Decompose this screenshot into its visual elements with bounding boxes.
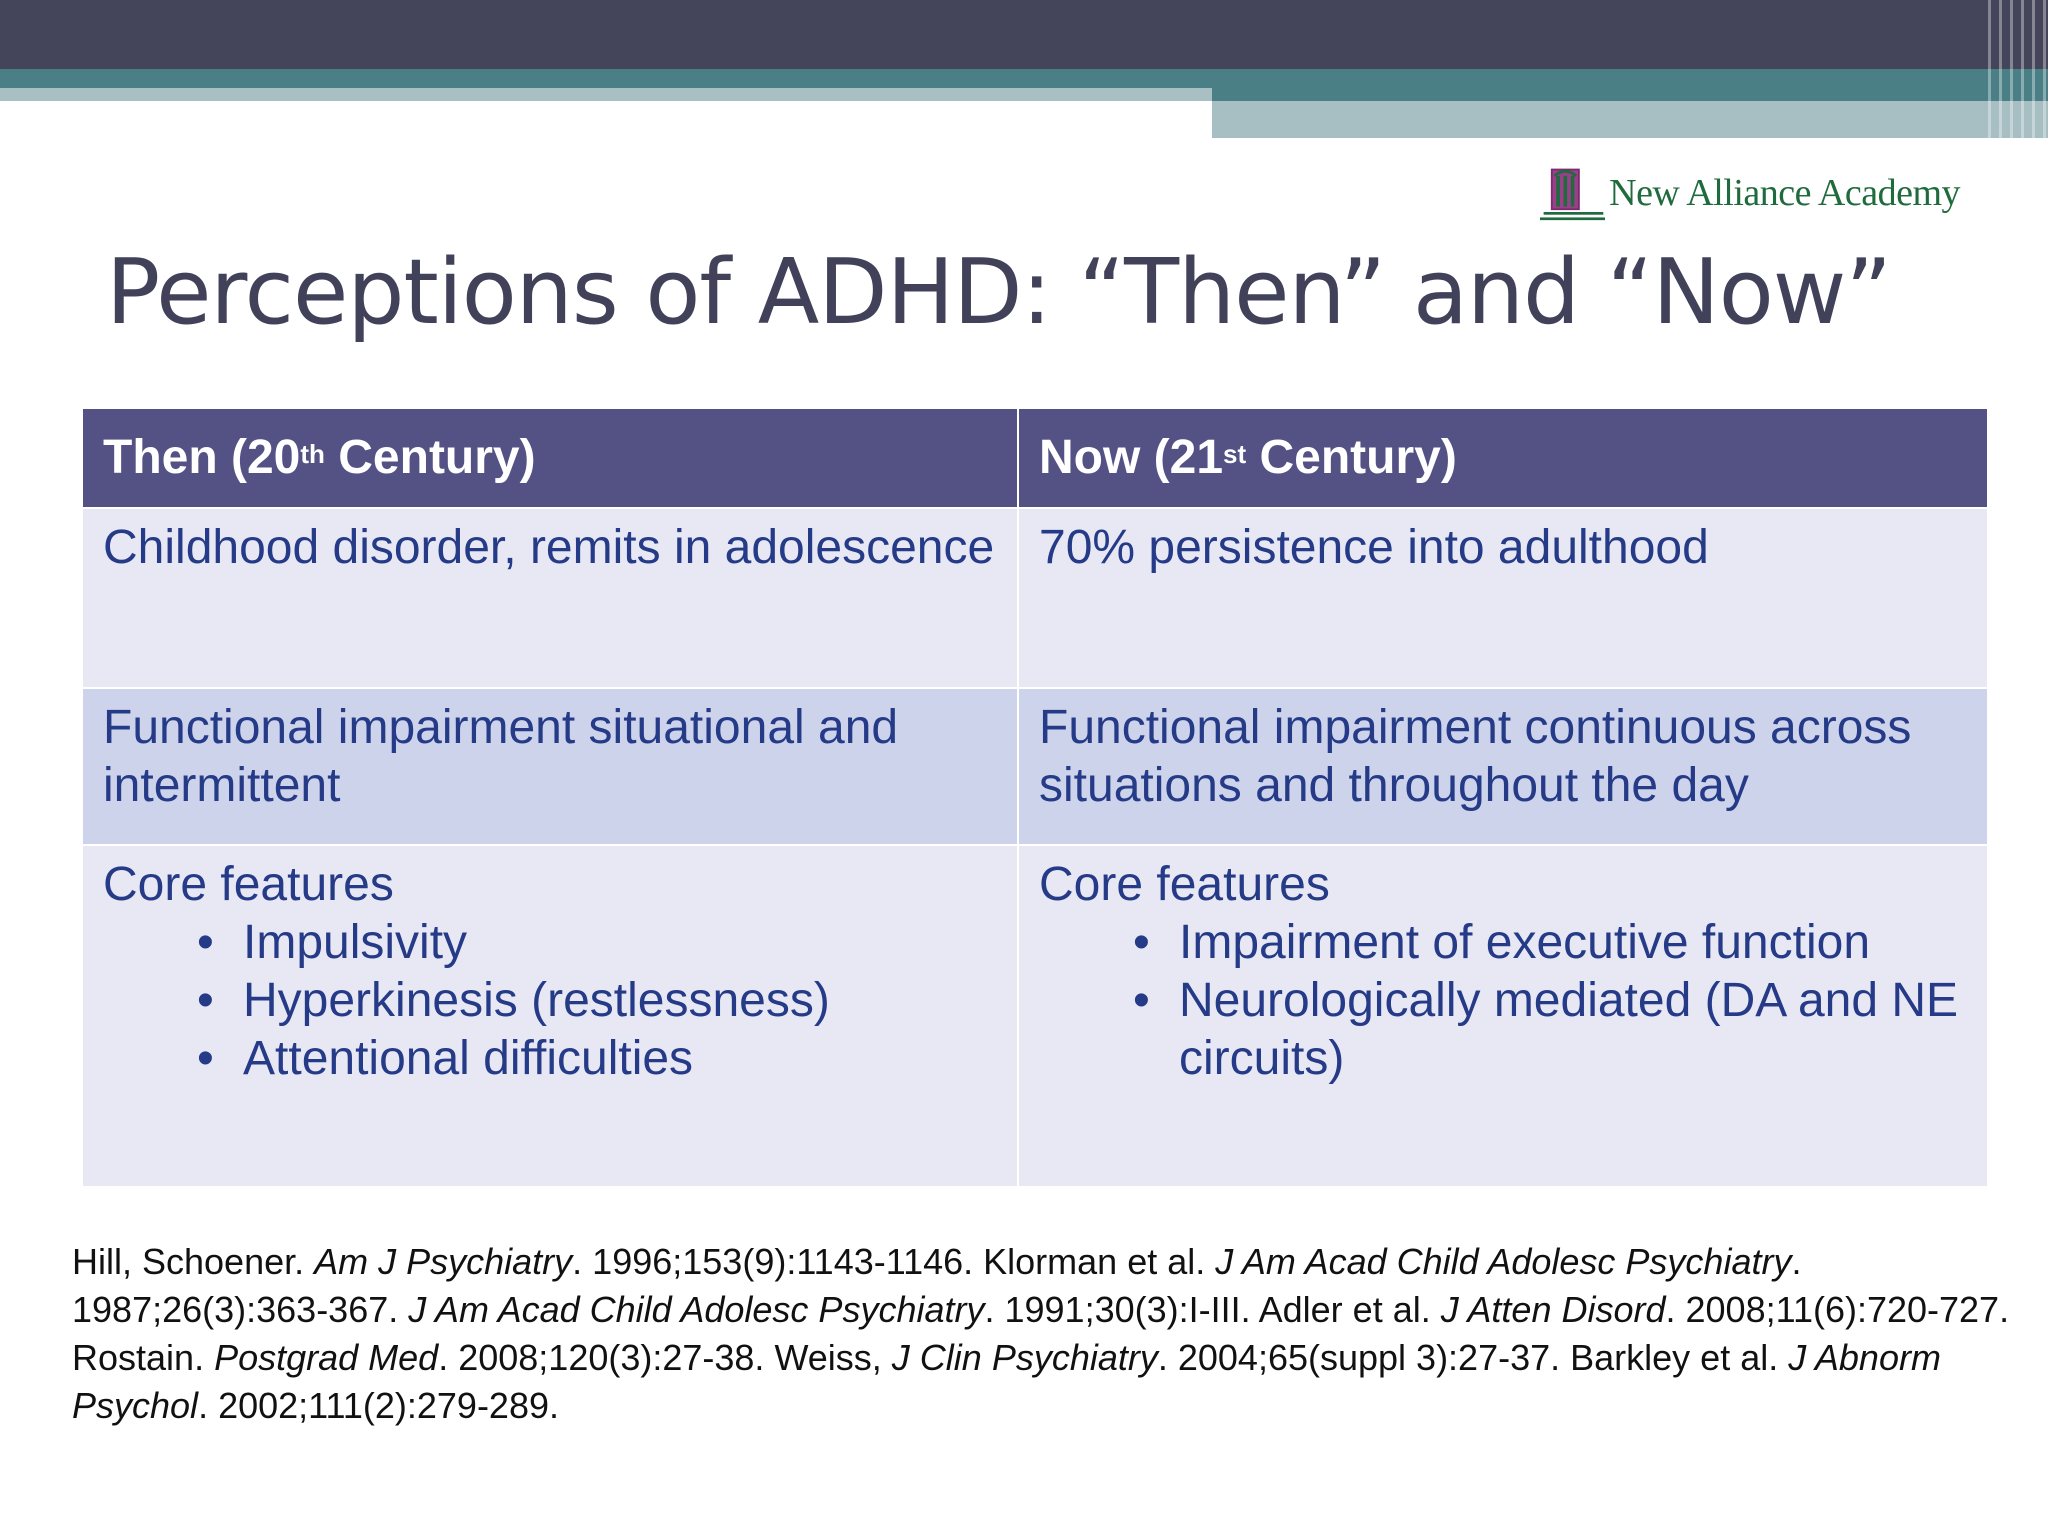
table-cell: Functional impairment situational and intermittent xyxy=(83,688,1018,845)
comparison-table xyxy=(83,409,1987,1186)
building-columns-icon xyxy=(1540,158,1605,228)
list-item: • Attentional difficulties xyxy=(197,1030,997,1088)
table-row xyxy=(83,508,1987,688)
brand-name: New Alliance Academy xyxy=(1609,172,1960,214)
list-item: • Impulsivity xyxy=(197,914,997,972)
list-item: • Neurologically mediated (DA and NE circuits) xyxy=(1133,972,1967,1088)
table-row xyxy=(83,688,1987,845)
table-cell-core-then xyxy=(83,845,1018,1186)
header-stripes xyxy=(1988,0,2048,138)
table-cell: 70% persistence into adulthood xyxy=(1018,508,1987,688)
brand-logo xyxy=(1540,158,1960,228)
header-then: Then (20th Century) xyxy=(83,409,1018,508)
references: Hill, Schoener. Am J Psychiatry. 1996;153(9):1143-1146. Klorman et al. J Am Acad Child Adolesc Psychiatry. 1987;26(3):363-367. J Am Acad Child Adolesc Psychiatry. 1991;30(3):I-III. Adler et al. J Atten Disord. 2008;11(6):720-727. Rostain. Postgrad Med. 2008;120(3):27-38. Weiss, J Clin Psychiatry. 2004;65(suppl 3):27-37. Barkley et al. J Abnorm Psychol. 2002;111(2):279-289. xyxy=(72,1241,2010,1426)
table-header-row xyxy=(83,409,1987,508)
bullet-list xyxy=(103,914,997,1088)
bullet-list xyxy=(1039,914,1967,1088)
table-cell-core-now xyxy=(1018,845,1987,1186)
list-item: • Impairment of executive function xyxy=(1133,914,1967,972)
table-row xyxy=(83,845,1987,1186)
table-cell: Childhood disorder, remits in adolescence xyxy=(83,508,1018,688)
core-features-label: Core features xyxy=(103,858,394,911)
header-band-light xyxy=(0,88,1212,101)
header-band-dark xyxy=(0,0,2048,69)
list-item: • Hyperkinesis (restlessness) xyxy=(197,972,997,1030)
header-band-light-right xyxy=(1212,101,2048,138)
header-now: Now (21st Century) xyxy=(1018,409,1987,508)
core-features-label: Core features xyxy=(1039,858,1330,911)
page-title: Perceptions of ADHD: “Then” and “Now” xyxy=(106,240,1892,345)
table-cell: Functional impairment continuous across situations and throughout the day xyxy=(1018,688,1987,845)
